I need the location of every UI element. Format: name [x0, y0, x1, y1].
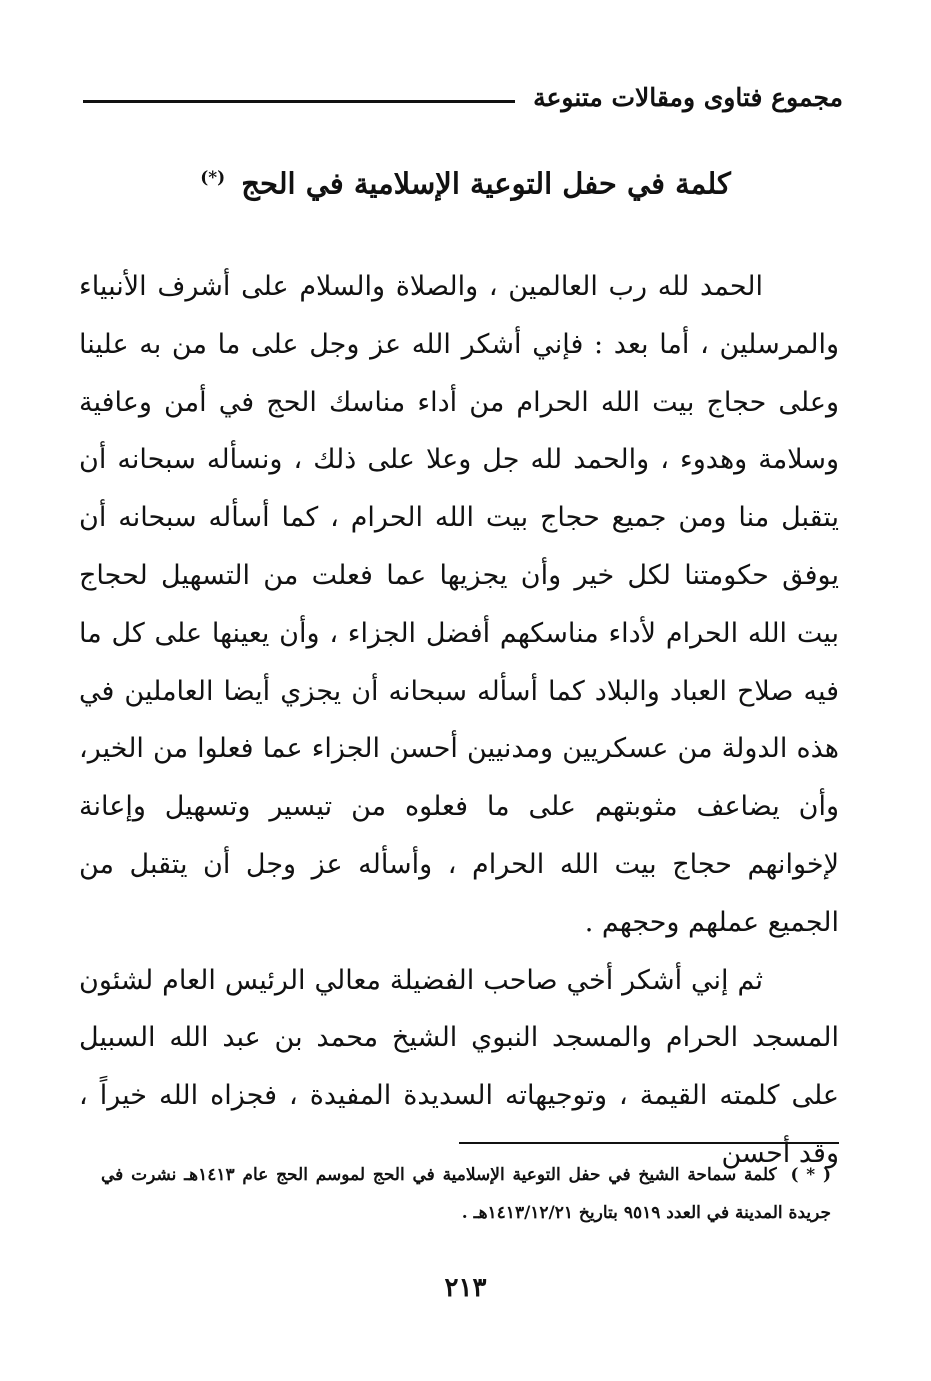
- footnote-text: كلمة سماحة الشيخ في حفل التوعية الإسلامية في الحج لموسم الحج عام ١٤١٣هـ نشرت في جريدة المدينة في العدد ٩٥١٩ بتاريخ ١٤١٣/١٢/٢١هـ .: [101, 1165, 831, 1223]
- body-paragraph: الحمد لله رب العالمين ، والصلاة والسلام على أشرف الأنبياء والمرسلين ، أما بعد : فإني أشكر الله عز وجل على ما من به علينا وعلى حجاج بيت الله الحرام من أداء مناسك الحج في أمن وعافية وسلامة وهدوء ، والحمد لله جل وعلا على ذلك ، ونسأله سبحانه أن يتقبل منا ومن جميع حجاج بيت الله الحرام ، كما أسأله سبحانه أن يوفق حكومتنا لكل خير وأن يجزيها عما فعلت من التسهيل لحجاج بيت الله الحرام لأداء مناسكهم أفضل الجزاء ، وأن يعينها على كل ما فيه صلاح العباد والبلاد كما أسأله سبحانه أن يجزي أيضا العاملين في هذه الدولة من عسكريين ومدنيين أحسن الجزاء عما فعلوا من الخير، وأن يضاعف مثوبتهم على ما فعلوه من تيسير وتسهيل وإعانة لإخوانهم حجاج بيت الله الحرام ، وأسأله عز وجل أن يتقبل من الجميع عملهم وحجهم .: [79, 271, 839, 938]
- header-rule: [83, 100, 515, 103]
- footnote-mark: ( * ): [790, 1165, 832, 1185]
- footnote-reference-mark: (*): [200, 168, 226, 188]
- running-title: مجموع فتاوى ومقالات متنوعة: [533, 82, 843, 112]
- article-title: [0, 148, 931, 214]
- page-number: ٢١٣: [444, 1273, 487, 1303]
- article-title-text: كلمة في حفل التوعية الإسلامية في الحج: [241, 166, 731, 201]
- body-paragraph: ثم إني أشكر أخي صاحب الفضيلة معالي الرئيس العام لشئون المسجد الحرام والمسجد النبوي الشيخ محمد بن عبد الله السبيل على كلمته القيمة ، وتوجيهاته السديدة المفيدة ، فجزاه الله خيراً ، وقد أحسن: [79, 964, 840, 1169]
- footnote: [101, 1156, 831, 1232]
- footnote-rule: [459, 1142, 839, 1144]
- article-body: [79, 258, 839, 1183]
- running-header: [83, 72, 843, 122]
